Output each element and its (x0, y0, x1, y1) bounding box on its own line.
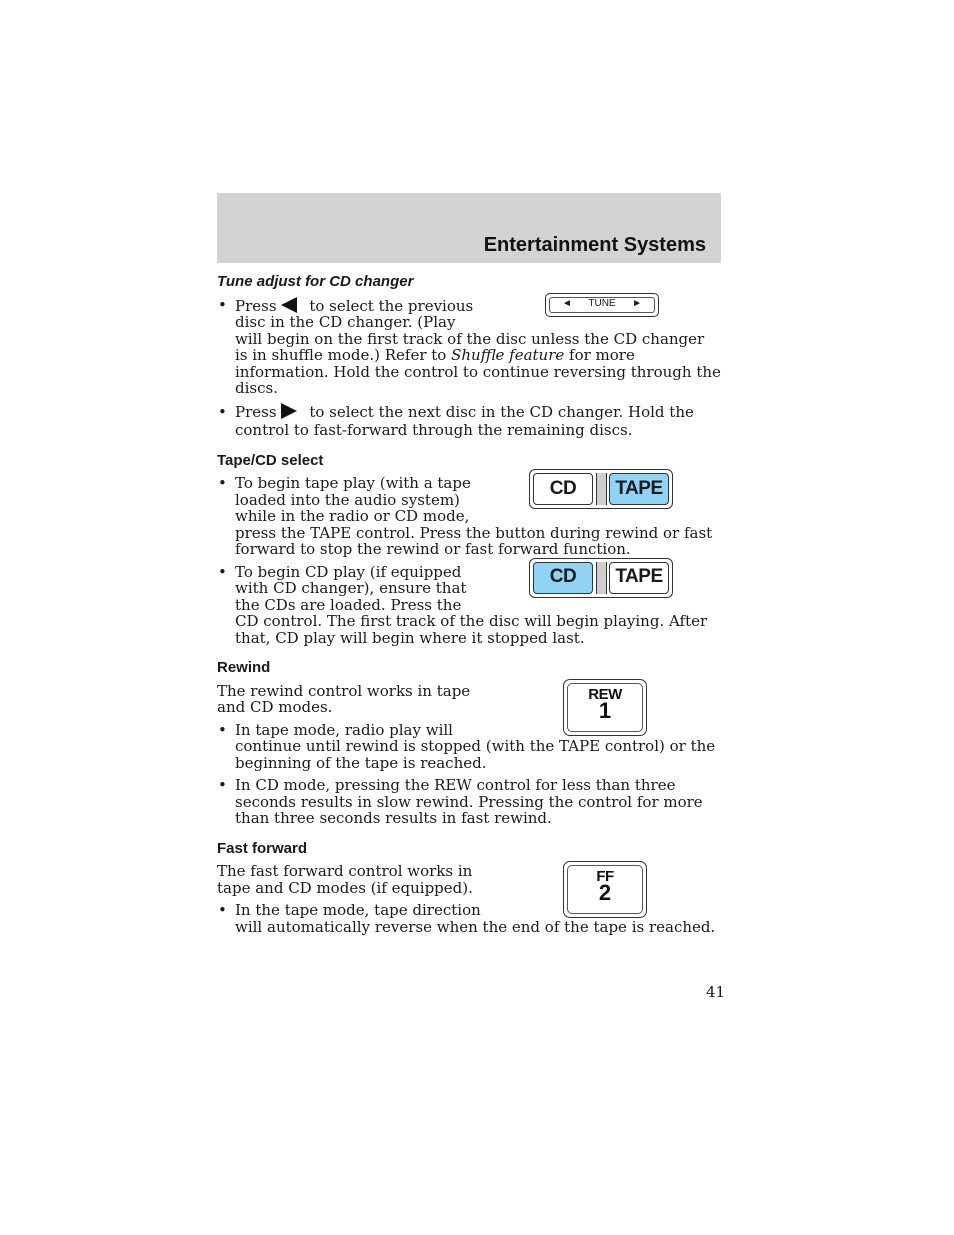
ff-heading: Fast forward (217, 839, 308, 857)
section-title: Entertainment Systems (483, 234, 706, 256)
ff-intro: The fast forward control works in tape and CD modes (if equipped). (217, 862, 473, 897)
rewind-bullet-tape (217, 722, 721, 772)
tune-left-arrow-icon: • ◄ (562, 298, 572, 310)
rew-button-label: REW (588, 685, 622, 703)
cd-tape-control-cd-active (529, 558, 673, 598)
tapecd-heading: Tape/CD select (217, 451, 324, 469)
ff-tape-text: In the tape mode, tape direction will automatically reverse when the end of the tape is reached. (235, 901, 716, 936)
tapecd-bullet-tape (217, 475, 721, 558)
ff-bullet-tape (217, 902, 721, 935)
cd-button[interactable]: • CD (533, 473, 593, 505)
header-band (217, 193, 721, 263)
next-arrow-icon (281, 403, 297, 419)
tune-next-text: to select the next disc in the CD changer. Hold the control to fast-forward through the remaining discs. (235, 402, 694, 439)
rewind-bullet-cd (217, 777, 721, 827)
tune-right-arrow-icon: ► (632, 298, 642, 310)
press-word: Press (235, 296, 277, 315)
cd-button[interactable]: • CD (533, 562, 593, 594)
previous-arrow-icon (281, 297, 297, 313)
tapecd-tape-text: To begin tape play (with a tape loaded into the audio system) while in the radio or CD mode, press the TAPE control. Press the button during rewind or fast forward to stop the rewind or fast forward function. (235, 474, 713, 558)
rewind-intro: The rewind control works in tape and CD modes. (217, 681, 471, 716)
tune-switch (545, 293, 659, 317)
tape-select-figure (529, 469, 673, 509)
tape-button[interactable]: TAPE (609, 473, 669, 505)
page-content (217, 274, 721, 941)
rewind-section (217, 660, 721, 827)
ff-section (217, 841, 721, 936)
tune-heading: Tune adjust for CD changer (217, 273, 414, 290)
ff-button-number: 2 (598, 880, 612, 905)
tune-previous-text: to select the previous disc in the CD changer. (Play will begin on the first track of the disc unless the CD changer is in shuffle mode.) Refer to (235, 296, 705, 364)
tune-switch-figure (545, 293, 659, 317)
cd-tape-control-tape-active (529, 469, 673, 509)
cd-select-figure (529, 558, 673, 598)
page-number: 41 (706, 983, 726, 1001)
shuffle-feature-reference: Shuffle feature (451, 346, 565, 364)
tape-button[interactable]: TAPE (609, 562, 669, 594)
tune-section (217, 274, 721, 439)
rew-button-number: 1 (598, 697, 612, 723)
tapecd-cd-text: To begin CD play (if equipped with CD changer), ensure that the CDs are loaded. Press the CD control. The first track of the disc will begin playing. After that, CD play will begin where it stopped last. (235, 562, 708, 647)
rewind-tape-text: In tape mode, radio play will continue until rewind is stopped (with the TAPE control) or the beginning of the tape is reached. (235, 720, 716, 772)
rewind-cd-text: In CD mode, pressing the REW control for less than three seconds results in slow rewind. Pressing the control for more than three seconds results in fast rewind. (235, 776, 703, 827)
tapecd-section (217, 453, 721, 647)
tune-bullet-previous (217, 297, 721, 397)
ff-button-label: FF (596, 868, 614, 885)
tapecd-bullet-cd (217, 564, 721, 647)
tune-bullet-next (217, 403, 721, 439)
tune-switch-label: TUNE (588, 298, 616, 310)
tune-previous-text-end: for more information. Hold the control to continue reversing through the discs. (235, 346, 721, 397)
press-word: Press (235, 402, 277, 421)
rewind-heading: Rewind (217, 659, 271, 676)
